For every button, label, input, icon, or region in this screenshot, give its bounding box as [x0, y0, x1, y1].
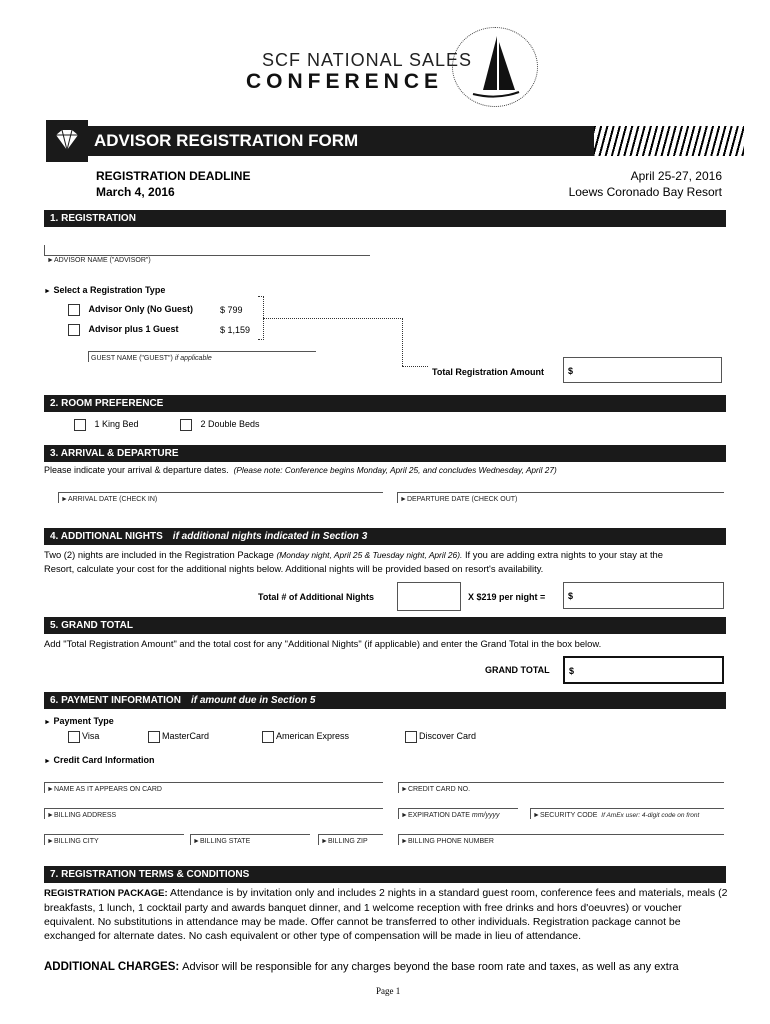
departure-date-field[interactable]: ►DEPARTURE DATE (CHECK OUT): [397, 492, 724, 503]
option-double-beds[interactable]: 2 Double Beds: [180, 419, 260, 431]
total-registration-input[interactable]: $: [563, 357, 722, 383]
arrival-date-field[interactable]: ►ARRIVAL DATE (CHECK IN): [58, 492, 383, 503]
name-on-card-field[interactable]: ►NAME AS IT APPEARS ON CARD: [44, 782, 383, 793]
expiration-field[interactable]: ►EXPIRATION DATE mm/yyyy: [398, 808, 518, 819]
logo-line1: SCF NATIONAL SALES: [262, 50, 473, 70]
checkbox[interactable]: [68, 304, 80, 316]
checkbox[interactable]: [180, 419, 192, 431]
option-discover[interactable]: Discover Card: [405, 731, 476, 743]
security-code-field[interactable]: ►SECURITY CODE If AmEx user: 4-digit code on front: [530, 808, 724, 819]
section-1-header: 1. REGISTRATION: [44, 210, 726, 227]
hatch-decoration: [594, 126, 744, 156]
event-info: April 25-27, 2016 Loews Coronado Bay Resort: [568, 169, 722, 199]
total-nights-input[interactable]: [397, 582, 461, 611]
payment-type-label: ► Payment Type: [44, 716, 114, 726]
total-nights-label: Total # of Additional Nights: [258, 592, 374, 602]
cc-number-field[interactable]: ►CREDIT CARD NO.: [398, 782, 724, 793]
guest-name-field[interactable]: GUEST NAME ("GUEST") if applicable: [88, 351, 316, 362]
deadline: REGISTRATION DEADLINE March 4, 2016: [96, 169, 251, 199]
billing-address-field[interactable]: ►BILLING ADDRESS: [44, 808, 383, 819]
option-king-bed[interactable]: 1 King Bed: [74, 419, 139, 431]
form-title: ADVISOR REGISTRATION FORM: [84, 126, 596, 156]
price-advisor-only: $ 799: [220, 305, 243, 315]
option-advisor-only[interactable]: Advisor Only (No Guest): [68, 304, 193, 316]
select-type-label: ► Select a Registration Type: [44, 285, 166, 295]
total-registration-label: Total Registration Amount: [432, 367, 544, 377]
additional-nights-text: Two (2) nights are included in the Registration Package (Monday night, April 25 & Tuesday night, April 26). If you are adding extra nights to your stay at the Resort, calculate your cost for the additional nights below. Additional nights will be provided based on resort's availability.: [44, 549, 663, 574]
option-mastercard[interactable]: MasterCard: [148, 731, 209, 743]
option-advisor-guest[interactable]: Advisor plus 1 Guest: [68, 324, 179, 336]
additional-nights-cost-input[interactable]: $: [563, 582, 724, 609]
price-advisor-guest: $ 1,159: [220, 325, 251, 335]
grand-total-input[interactable]: $: [563, 656, 724, 684]
sailboat-logo-icon: [452, 27, 538, 107]
section-4-header: 4. ADDITIONAL NIGHTS if additional nights indicated in Section 3: [44, 528, 726, 545]
rate-label: X $219 per night =: [468, 592, 546, 602]
checkbox[interactable]: [74, 419, 86, 431]
connector-h2: [402, 366, 428, 367]
page-number: Page 1: [376, 986, 401, 996]
checkbox[interactable]: [148, 731, 160, 743]
connector-h: [263, 318, 403, 319]
checkbox[interactable]: [405, 731, 417, 743]
registration-package-terms: REGISTRATION PACKAGE: Attendance is by invitation only and includes 2 nights in a standard guest room, conference fees and materials, meals (2 breakfasts, 1 lunch, 1 cocktail party and awards banquet dinner, and 1 welcome reception with free drinks and hors d'oeuvres) or voucher equivalent. No substitutions in attendance may be made. Offer cannot be transferred to other individuals. Registration package cannot be exchanged for alternate dates. No cash equivalent or other type of compensation will be made in lieu of attendance.: [44, 887, 728, 942]
grand-total-instruction: Add "Total Registration Amount" and the total cost for any "Additional Nights" (if applicable) and enter the Grand Total in the box below.: [44, 638, 602, 649]
billing-zip-field[interactable]: ►BILLING ZIP: [318, 834, 383, 845]
grand-total-label: GRAND TOTAL: [485, 665, 550, 675]
connector-v: [402, 318, 403, 366]
advisor-name-field[interactable]: ►ADVISOR NAME ("ADVISOR"): [44, 245, 370, 264]
billing-phone-field[interactable]: ►BILLING PHONE NUMBER: [398, 834, 724, 845]
option-visa[interactable]: Visa: [68, 731, 99, 743]
section-3-header: 3. ARRIVAL & DEPARTURE: [44, 445, 726, 462]
arrival-instruction: Please indicate your arrival & departure dates. (Please note: Conference begins Monday, April 25, and concludes Wednesday, April 27): [44, 465, 557, 475]
option-amex[interactable]: American Express: [262, 731, 349, 743]
diamond-icon: [46, 120, 88, 162]
logo-line2: CONFERENCE: [246, 70, 444, 93]
checkbox[interactable]: [68, 324, 80, 336]
checkbox[interactable]: [68, 731, 80, 743]
section-5-header: 5. GRAND TOTAL: [44, 617, 726, 634]
checkbox[interactable]: [262, 731, 274, 743]
additional-charges-terms: ADDITIONAL CHARGES: Advisor will be responsible for any charges beyond the base room rate and taxes, as well as any extra: [44, 961, 679, 973]
section-2-header: 2. ROOM PREFERENCE: [44, 395, 726, 412]
section-6-header: 6. PAYMENT INFORMATION if amount due in Section 5: [44, 692, 726, 709]
billing-state-field[interactable]: ►BILLING STATE: [190, 834, 310, 845]
cc-info-label: ► Credit Card Information: [44, 755, 155, 765]
section-7-header: 7. REGISTRATION TERMS & CONDITIONS: [44, 866, 726, 883]
billing-city-field[interactable]: ►BILLING CITY: [44, 834, 184, 845]
